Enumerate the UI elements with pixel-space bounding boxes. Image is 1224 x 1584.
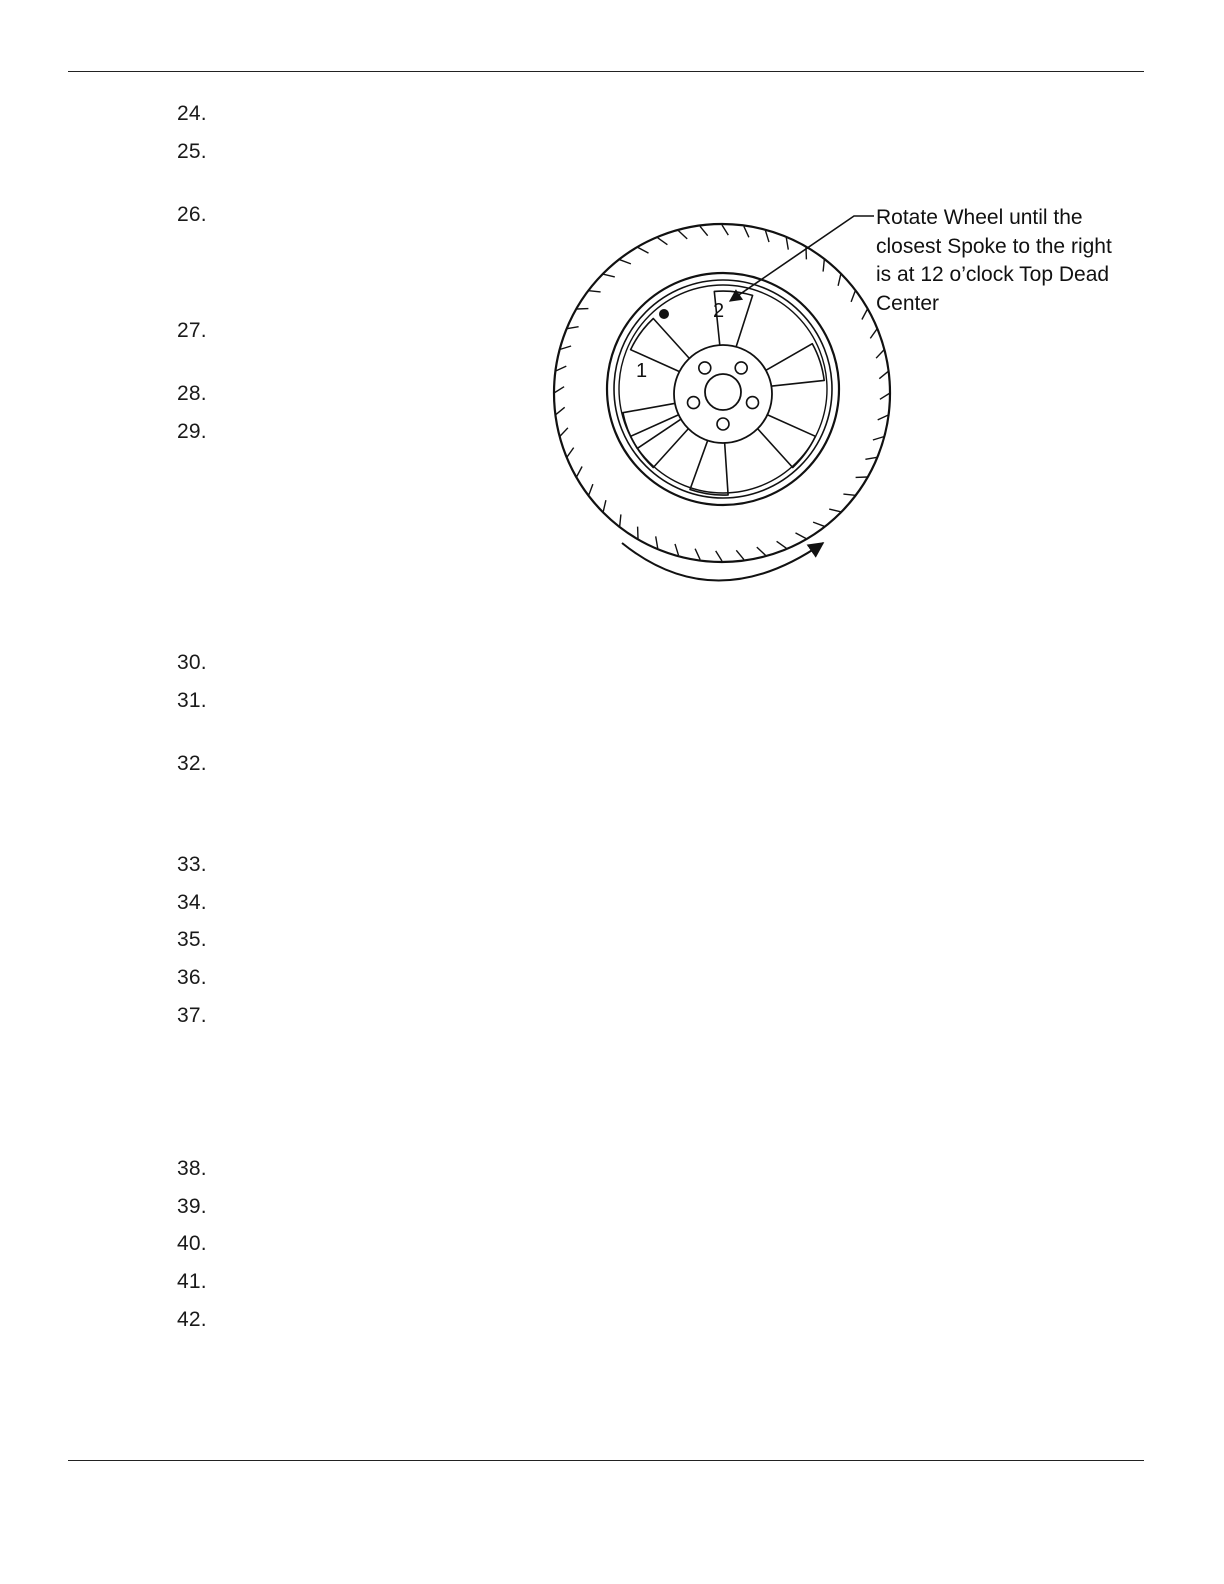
step-number: 24. (177, 102, 207, 125)
tread-mark (679, 231, 688, 239)
step-number: 41. (177, 1270, 207, 1293)
tread-mark (786, 238, 788, 250)
step-number: 28. (177, 382, 207, 405)
tread-mark (736, 550, 744, 559)
tread-mark (722, 225, 728, 235)
step-number: 39. (177, 1195, 207, 1218)
spoke (690, 437, 728, 495)
tread-mark (777, 541, 787, 548)
tread-mark (865, 457, 877, 459)
tread-mark (603, 274, 615, 277)
tread-mark (620, 514, 621, 526)
tread-mark (567, 327, 579, 329)
wheel-rotation-diagram (540, 200, 1140, 600)
tread-mark (658, 238, 668, 245)
tread-mark (675, 544, 679, 555)
tread-mark (567, 448, 574, 458)
tread-mark (823, 260, 824, 272)
tread-mark (695, 549, 700, 560)
callout-line-4: Center (876, 292, 940, 315)
step-number: 31. (177, 689, 207, 712)
step-number: 32. (177, 752, 207, 775)
tread-mark (555, 407, 564, 415)
spoke-label-1: 1 (636, 360, 648, 382)
step-number: 38. (177, 1157, 207, 1180)
tread-mark (716, 551, 722, 561)
tread-mark (851, 291, 855, 302)
tread-mark (843, 494, 855, 495)
tread-mark (603, 500, 606, 512)
tread-mark (656, 536, 658, 548)
tread-mark (796, 533, 807, 539)
tread-mark (766, 231, 770, 242)
tread-mark (880, 393, 890, 399)
tread-mark (638, 248, 649, 254)
tread-mark (589, 291, 601, 292)
callout-line-1: Rotate Wheel until the (876, 206, 1083, 229)
step-number: 25. (177, 140, 207, 163)
valve-stem-dot (659, 309, 669, 319)
tread-mark (700, 226, 708, 235)
wheel-hub (674, 345, 772, 443)
tread-mark (876, 350, 884, 359)
header-rule (68, 71, 1144, 72)
callout-line-2: closest Spoke to the right (876, 235, 1112, 258)
tread-mark (870, 329, 877, 339)
tread-mark (577, 467, 583, 478)
tread-mark (879, 371, 888, 379)
step-number: 33. (177, 853, 207, 876)
step-number: 37. (177, 1004, 207, 1027)
spoke-label-2: 2 (713, 300, 725, 322)
tread-mark (620, 260, 631, 264)
step-number: 29. (177, 420, 207, 443)
callout (730, 206, 1112, 315)
footer-rule (68, 1460, 1144, 1461)
tread-mark (813, 522, 824, 526)
step-number: 34. (177, 891, 207, 914)
step-number: 35. (177, 928, 207, 951)
spoke (764, 344, 825, 387)
tread-mark (838, 274, 841, 286)
tread-mark (862, 309, 868, 320)
step-number: 36. (177, 966, 207, 989)
tread-mark (829, 509, 841, 512)
step-number: 26. (177, 203, 207, 226)
tread-mark (589, 484, 593, 495)
step-number: 42. (177, 1308, 207, 1331)
step-number: 27. (177, 319, 207, 342)
callout-arrow (730, 216, 874, 301)
tread-mark (744, 226, 749, 237)
tread-mark (757, 547, 766, 555)
step-number: 30. (177, 651, 207, 674)
tread-mark (560, 428, 568, 437)
tread-mark (554, 387, 564, 393)
callout-line-3: is at 12 o’clock Top Dead (876, 263, 1110, 286)
step-number: 40. (177, 1232, 207, 1255)
